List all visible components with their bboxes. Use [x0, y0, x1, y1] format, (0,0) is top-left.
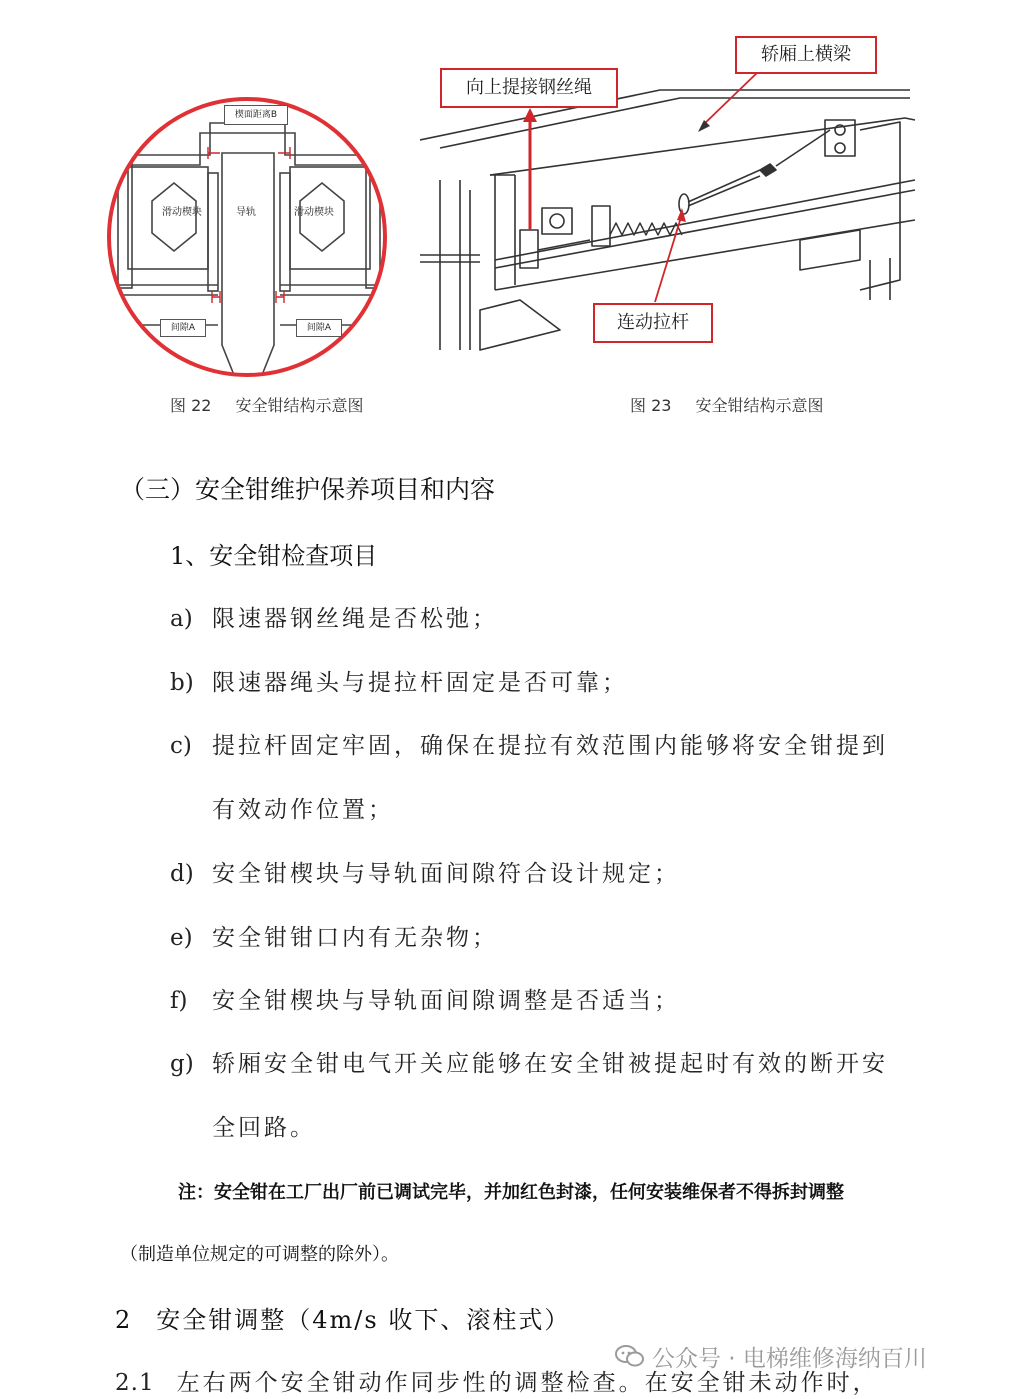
figure-23-caption	[630, 393, 823, 416]
list-item-text: 安全钳钳口内有无杂物；	[212, 925, 498, 951]
list-item-g	[170, 1045, 888, 1078]
heading-2-num: 2	[115, 1306, 133, 1334]
list-item-f	[170, 982, 680, 1015]
note-line-2: （制造单位规定的可调整的除外）。	[120, 1244, 399, 1265]
heading-2	[115, 1300, 570, 1335]
list-item-text: 限速器钢丝绳是否松弛；	[212, 606, 498, 632]
fig23-callout-top-beam: 轿厢上横梁	[735, 36, 877, 74]
list-item-label: g)	[170, 1051, 194, 1077]
list-item-e	[170, 919, 498, 952]
fig22-label-slide-left: 滑动楔块	[162, 207, 202, 218]
list-item-label: b)	[170, 670, 194, 696]
list-item-label: e)	[170, 925, 193, 951]
list-item-c	[170, 727, 888, 760]
figure-23	[420, 30, 920, 360]
figure-23-caption-num: 图 23	[630, 396, 672, 415]
figure-22-diagram	[100, 95, 400, 385]
list-item-text: 提拉杆固定牢固，确保在提拉有效范围内能够将安全钳提到	[212, 733, 888, 759]
section-heading: （三）安全钳维护保养项目和内容	[120, 475, 496, 504]
sub-heading: 1、安全钳检查项目	[170, 542, 378, 570]
list-item-label: f)	[170, 988, 188, 1014]
fig22-top-gap-text: 楔面距离B	[234, 110, 278, 120]
fig22-label-slide-right: 滑动楔块	[294, 207, 334, 218]
paragraph-2-1-text: 左右两个安全钳动作同步性的调整检查。在安全钳未动作时，	[176, 1370, 879, 1396]
watermark	[652, 1340, 927, 1373]
paragraph-2-1-num: 2.1	[115, 1370, 155, 1396]
fig22-label-gap-right: 间隙A	[296, 319, 342, 337]
list-item-label: c)	[170, 733, 192, 759]
figure-23-caption-text: 安全钳结构示意图	[695, 396, 824, 415]
list-item-text: 安全钳楔块与导轨面间隙符合设计规定；	[212, 861, 680, 887]
list-item-label: a)	[170, 606, 193, 632]
list-item-label: d)	[170, 861, 194, 887]
list-item-b	[170, 664, 628, 697]
figure-22	[100, 95, 400, 385]
list-item-text: 轿厢安全钳电气开关应能够在安全钳被提起时有效的断开安	[212, 1051, 888, 1077]
list-item-c-continuation: 有效动作位置；	[212, 797, 394, 823]
list-item-a	[170, 600, 498, 633]
fig22-label-rail: 导轨	[236, 207, 256, 218]
wechat-icon	[615, 1344, 645, 1368]
fig23-callout-lift-rope: 向上提接钢丝绳	[440, 68, 618, 108]
note-line-1: 注：安全钳在工厂出厂前已调试完毕，并加红色封漆，任何安装维保者不得拆封调整	[178, 1182, 844, 1203]
figure-22-caption	[170, 393, 363, 416]
list-item-d	[170, 855, 680, 888]
list-item-g-continuation: 全回路。	[212, 1115, 316, 1141]
fig22-label-gap-left: 间隙A	[160, 319, 206, 337]
fig22-label-top-gap	[224, 105, 288, 125]
heading-2-text: 安全钳调整（4m/s 收下、滚柱式）	[156, 1306, 571, 1334]
figure-22-caption-num: 图 22	[170, 396, 212, 415]
fig23-callout-link-rod: 连动拉杆	[593, 303, 713, 343]
figure-22-caption-text: 安全钳结构示意图	[235, 396, 364, 415]
watermark-text: 公众号 · 电梯维修海纳百川	[652, 1346, 927, 1372]
list-item-text: 限速器绳头与提拉杆固定是否可靠；	[212, 670, 628, 696]
list-item-text: 安全钳楔块与导轨面间隙调整是否适当；	[212, 988, 680, 1014]
